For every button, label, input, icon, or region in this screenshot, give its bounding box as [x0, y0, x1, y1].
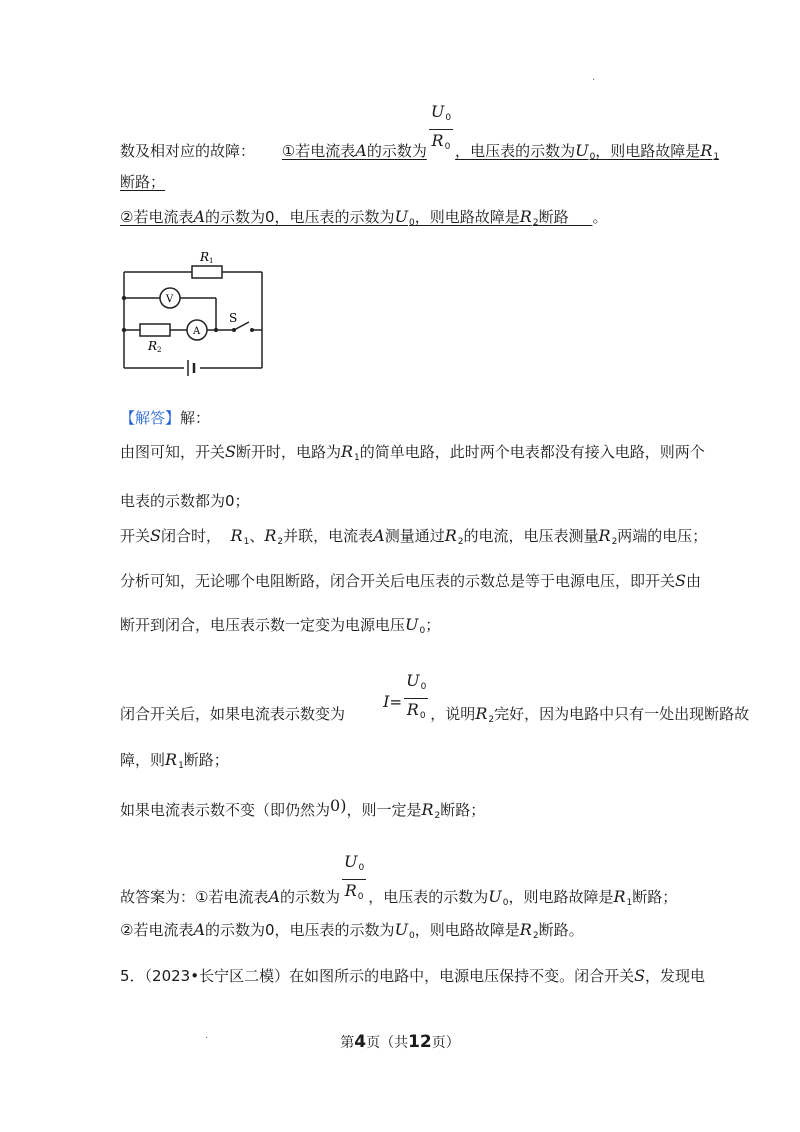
answer-line-1b: 断路；: [120, 173, 166, 191]
svg-text:2: 2: [157, 346, 162, 354]
solution-line-6: 闭合开关后，如果电流表示数变为 I= $\frac{U_0}{R_0}$ ，说明$R_2$完好，因为电路中只有一处出现断路故: [120, 671, 750, 725]
fraction-answer: $\frac{U_0}{R_0}$: [344, 852, 365, 902]
fraction-u0-r0: $\frac{U_0}{R_0}$: [430, 102, 452, 152]
solution-line-3: 开关S闭合时， $R_1$、$R_2$并联，电流表A测量通过$R_2$的电流，电压表测量$R_2$两端的电压；: [120, 526, 708, 547]
solution-line-5: 断开到闭合，电压表示数一定变为电源电压$U_0$；: [120, 615, 441, 636]
question-5: 5．（2023•长宁区二模）在如图所示的电路中，电源电压保持不变。闭合开关S，发现电: [120, 966, 706, 985]
r2-resistor: [140, 324, 170, 336]
page-number: 4: [354, 1032, 367, 1052]
solution-line-2: 电表的示数都为0；: [120, 492, 250, 510]
svg-text:1: 1: [209, 257, 214, 265]
answer-line-2: ②若电流表A的示数为0，电压表的示数为$U_0$，则电路故障是$R_2$断路 。: [120, 207, 608, 228]
fraction-i-u0-r0: $\frac{U_0}{R_0}$: [406, 671, 427, 721]
ammeter-label: A: [193, 326, 201, 337]
solution-line-1: 由图可知，开关S断开时，电路为$R_1$的简单电路，此时两个电表都没有接入电路，则两个: [120, 442, 705, 463]
solution-line-7: 障，则$R_1$断路；: [120, 750, 229, 771]
header-dot: .: [592, 72, 596, 83]
final-answer-line-2: ②若电流表A的示数为0，电压表的示数为$U_0$，则电路故障是$R_2$断路。: [120, 920, 584, 941]
solution-bracket: 【解答】: [120, 409, 181, 427]
answer-line-1: 数及相对应的故障： ①若电流表A的示数为 $\frac{U_0}{R_0}$ ，电压表的示数为$U_0$，则电路故障是$R_1$: [120, 102, 720, 162]
blank-answer-1: ①若电流表A的示数为 $\frac{U_0}{R_0}$ ，电压表的示数为$U_0$，则电路故障是$R_1$: [281, 102, 720, 162]
footer-dot: .: [205, 1030, 209, 1041]
solution-line-4: 分析可知，无论哪个电阻断路，闭合开关后电压表的示数总是等于电源电压，即开关S由: [120, 571, 701, 590]
page-footer: 第4页（共12页）: [340, 1032, 460, 1052]
solution-heading: 【解答】解：: [120, 409, 211, 427]
circuit-diagram: [116, 248, 272, 378]
r1-label: R: [200, 250, 210, 264]
page-total: 12: [408, 1032, 432, 1052]
r2-label: R: [148, 339, 158, 353]
switch-label: S: [229, 311, 238, 325]
final-answer-line-1: 故答案为：①若电流表A的示数为 $\frac{U_0}{R_0}$ ，电压表的示数为$U_0$，则电路故障是$R_1$断路；: [120, 852, 678, 908]
voltmeter-label: V: [166, 294, 174, 305]
solution-line-8: 如果电流表示数不变（即仍然为0)，则一定是$R_2$断路；: [120, 796, 486, 821]
r1-resistor: [192, 266, 222, 278]
